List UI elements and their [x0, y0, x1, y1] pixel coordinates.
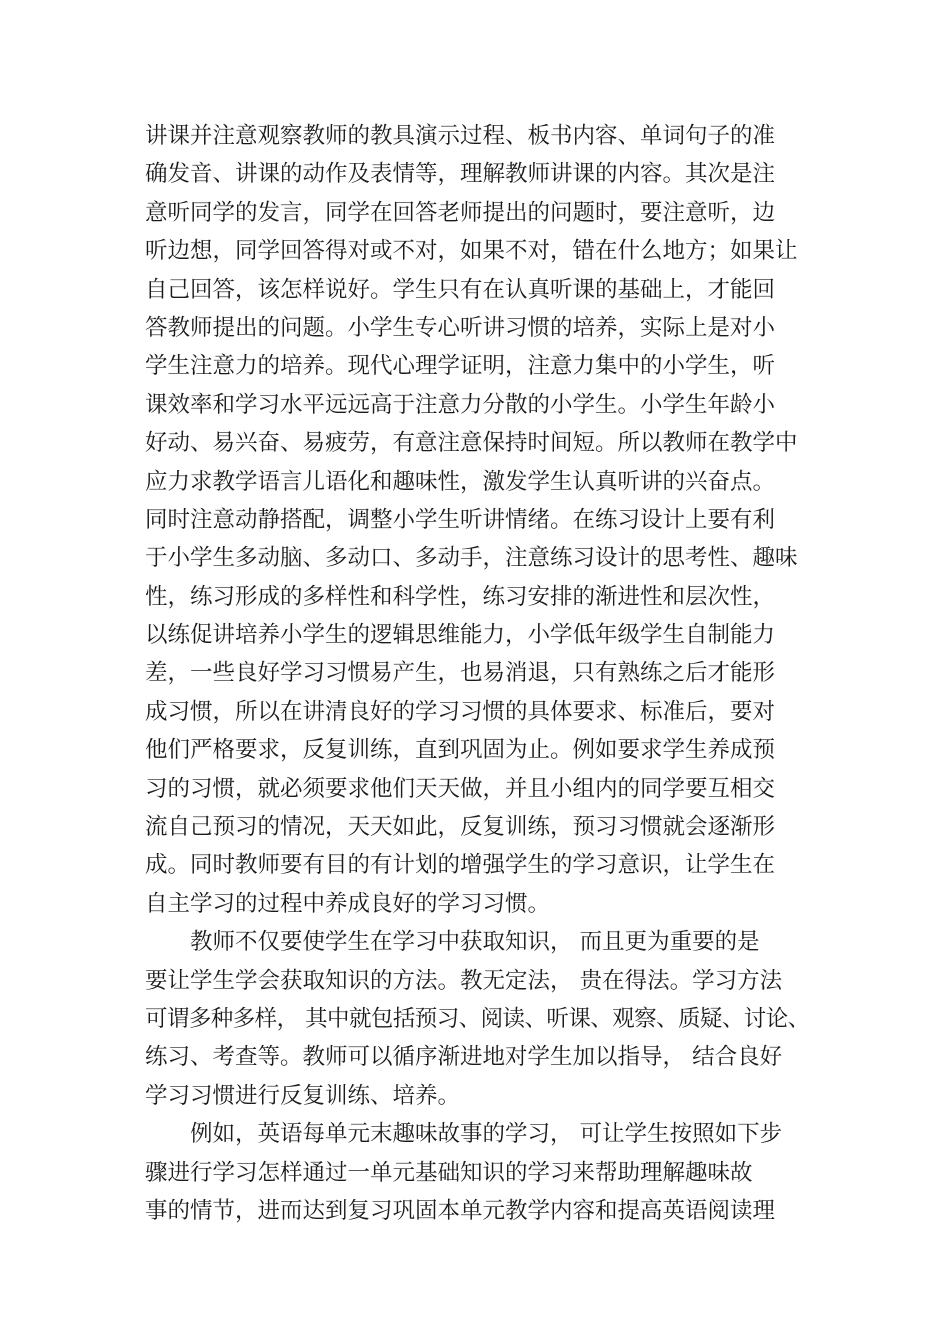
text-line: 性，练习形成的多样性和科学性，练习安排的渐进性和层次性，	[145, 583, 776, 610]
text-line: 成习惯，所以在讲清良好的学习习惯的具体要求、标准后，要对	[145, 698, 776, 725]
text-line: 以练促讲培养小学生的逻辑思维能力，小学低年级学生自制能力	[145, 622, 776, 649]
text-line: 确发音、讲课的动作及表情等，理解教师讲课的内容。其次是注	[145, 161, 776, 188]
text-line: 课效率和学习水平远远高于注意力分散的小学生。小学生年龄小	[145, 391, 776, 418]
text-line: 可谓多种多样， 其中就包括预习、阅读、听课、观察、质疑、讨论、	[145, 1005, 810, 1032]
text-line: 应力求教学语言儿语化和趣味性，激发学生认真听讲的兴奋点。	[145, 468, 776, 495]
text-line: 练习、考查等。教师可以循序渐进地对学生加以指导， 结合良好	[145, 1044, 783, 1071]
text-line: 成。同时教师要有目的有计划的增强学生的学习意识，让学生在	[145, 852, 776, 879]
text-line: 答教师提出的问题。小学生专心听讲习惯的培养，实际上是对小	[145, 314, 776, 341]
text-line: 听边想，同学回答得对或不对，如果不对，错在什么地方；如果让	[145, 238, 798, 265]
text-line: 学生注意力的培养。现代心理学证明，注意力集中的小学生，听	[145, 353, 776, 380]
body-text	[145, 117, 810, 1230]
text-line: 流自己预习的情况，天天如此，反复训练，预习习惯就会逐渐形	[145, 814, 776, 841]
text-line: 他们严格要求，反复训练，直到巩固为止。例如要求学生养成预	[145, 737, 776, 764]
text-line: 自己回答，该怎样说好。学生只有在认真听课的基础上，才能回	[145, 276, 776, 303]
text-line: 同时注意动静搭配，调整小学生听讲情绪。在练习设计上要有利	[145, 506, 776, 533]
text-line: 骤进行学习怎样通过一单元基础知识的学习来帮助理解趣味故	[145, 1159, 753, 1186]
text-line: 要让学生学会获取知识的方法。教无定法， 贵在得法。学习方法	[145, 967, 783, 994]
text-line: 学习习惯进行反复训练、培养。	[145, 1082, 461, 1109]
text-line: 于小学生多动脑、多动口、多动手，注意练习设计的思考性、趣味	[145, 545, 798, 572]
text-line: 差，一些良好学习习惯易产生，也易消退，只有熟练之后才能形	[145, 660, 776, 687]
text-line: 好动、易兴奋、易疲劳，有意注意保持时间短。所以教师在教学中	[145, 430, 798, 457]
text-line: 习的习惯，就必须要求他们天天做，并且小组内的同学要互相交	[145, 775, 776, 802]
text-line: 教师不仅要使学生在学习中获取知识， 而且更为重要的是	[190, 929, 760, 956]
text-line: 事的情节，进而达到复习巩固本单元教学内容和提高英语阅读理	[145, 1197, 776, 1224]
text-line: 例如，英语每单元末趣味故事的学习， 可让学生按照如下步	[190, 1121, 783, 1148]
text-line: 讲课并注意观察教师的教具演示过程、板书内容、单词句子的准	[145, 123, 776, 149]
text-line: 意听同学的发言，同学在回答老师提出的问题时，要注意听，边	[145, 199, 776, 226]
text-line: 自主学习的过程中养成良好的学习习惯。	[145, 890, 551, 917]
